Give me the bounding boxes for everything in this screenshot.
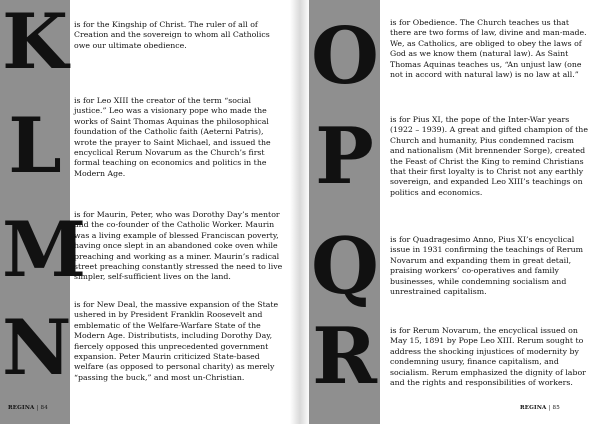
footer-magazine-name: REGINA [8,405,35,411]
entry-r-text: is for Rerum Novarum, the encyclical issued on May 15, 1891 by Pope Leo XIII. Rerum sought to address the shocking injustices of modernity by condemning usury, finance capitalism, and socialism. Rerum emphasized the dignity of labor and the rights and responsibilities of workers. [390,326,586,388]
drop-letter-m: M [2,205,87,294]
entry-l-text: is for Leo XIII the creator of the term “social justice.” Leo was a visionary pope who made the works of Saint Thomas Aquinas the philosophical foundation of the Catholic faith (Aeterni Patris), wrote the prayer to Saint Michael, and issued the encyclical Rerum Novarum as the Church’s first formal teaching on economics and politics in the Modern Age. [74,96,271,178]
drop-letter-q: Q [311,221,379,312]
entry-n-text: is for New Deal, the massive expansion of the State ushered in by President Franklin Roosevelt and emblematic of the Welfare-Warfare State of the Modern Age. Distributists, including Dorothy Day, fiercely opposed this unprecedented government expansion. Peter Maurin criticized State-based welfare (as opposed to personal charity) as merely “passing the buck,” and most un-Christian. [74,300,279,382]
drop-letter-k: K [2,0,69,86]
entry-k-text: is for the Kingship of Christ. The ruler of all of Creation and the sovereign to whom all Catholics owe our ultimate obedience. [74,20,270,50]
entry-p-text: is for Pius XI, the pope of the Inter-War years (1922 – 1939). A great and gifted champion of the Church and humanity, Pius condemned racism and nationalism (Mit brennender Sorge), created the Feast of Christ the King to remind Christians that their first loyalty is to Christ not any earthly sovereign, and expanded Leo XIII’s teachings on politics and economics. [390,115,588,197]
entry-o-text: is for Obedience. The Church teaches us that there are two forms of law, divine and man-made. We, as Catholics, are obliged to obey the laws of God as we know them (natural law). As Saint Thomas Aquinas teaches us, “An unjust law (one not in accord with natural law) is no law at all.” [390,18,587,80]
drop-letter-o: O [311,11,379,102]
drop-letter-l: L [8,101,62,190]
right-page-footer [520,405,560,411]
footer-separator: | [36,405,39,411]
footer-magazine-name: REGINA [520,405,547,411]
footer-separator: | [548,405,551,411]
left-page-footer [8,405,48,411]
footer-page-number: 84 [40,405,48,411]
left-page-gutter [290,0,300,424]
entry-q-text: is for Quadragesimo Anno, Pius XI’s encyclical issue in 1931 confirming the teachings of Rerum Novarum and expanding them in great detail, praising workers’ co-operatives and family businesses, while condemning socialism and unrestrained capitalism. [390,235,584,297]
footer-page-number: 85 [552,405,560,411]
drop-letter-n: N [2,303,72,392]
entry-m-text: is for Maurin, Peter, who was Dorothy Day’s mentor and the co-founder of the Catholic Worker. Maurin was a living example of blessed Franciscan poverty, having once slept in an abandoned coke oven while preaching and working as a miner. Maurin’s radical street preaching constantly stressed the need to live simpler, self-sufficient lives on the land. [74,210,283,282]
drop-letter-p: P [315,111,374,202]
drop-letter-r: R [312,311,377,402]
